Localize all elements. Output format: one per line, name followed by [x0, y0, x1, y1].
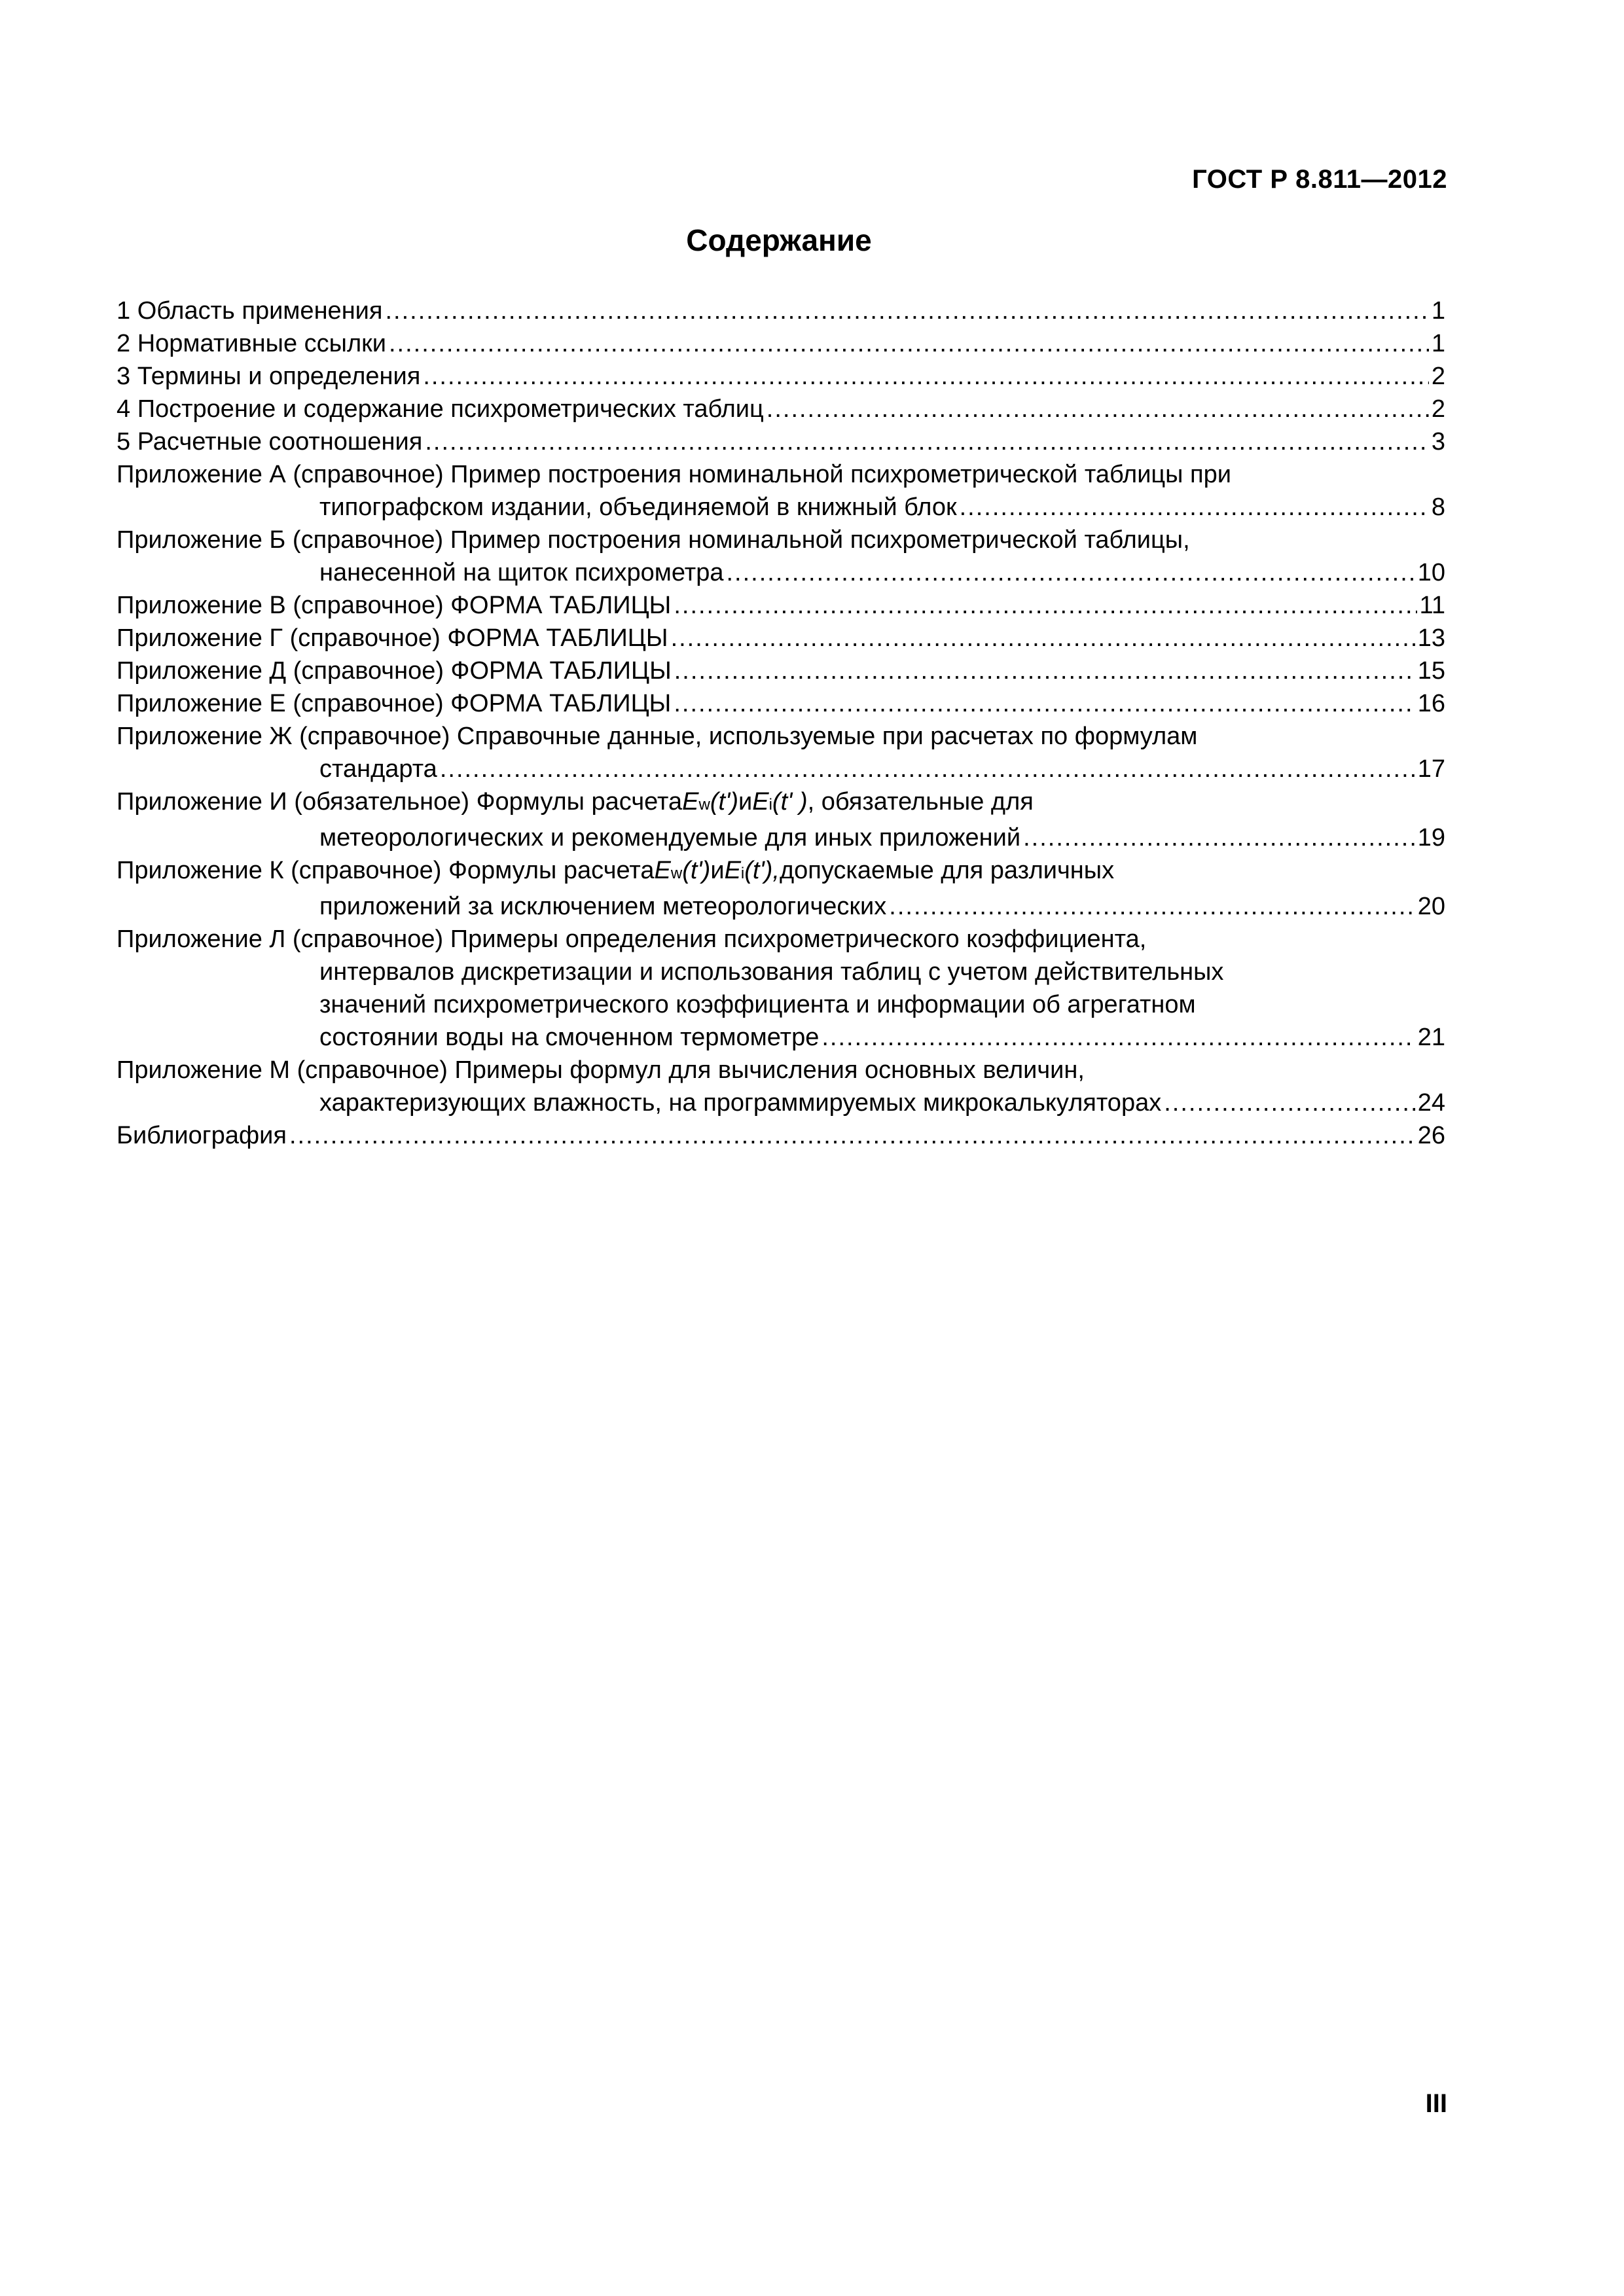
toc-entry-title: 4 Построение и содержание психрометрических таблиц — [117, 395, 764, 423]
toc-entry-title-continued: характеризующих влажность, на программируемых микрокалькуляторах — [319, 1089, 1162, 1117]
toc-entry-title: 1 Область применения — [117, 297, 383, 325]
dot-leader — [425, 425, 1429, 458]
toc-entry-appendix-b[interactable] — [117, 524, 1445, 589]
dot-leader — [671, 622, 1415, 655]
dot-leader — [726, 556, 1415, 589]
toc-entry-title: Приложение Л (справочное) Примеры определения психрометрического коэффициента, — [117, 925, 1147, 953]
toc-page-number: 21 — [1417, 1024, 1445, 1051]
toc-entry-appendix-e[interactable] — [117, 687, 1445, 720]
toc-entry-title-continued: типографском издании, объединяемой в книжный блок — [319, 493, 957, 521]
dot-leader — [960, 491, 1429, 524]
dot-leader — [889, 890, 1415, 923]
toc-entry-title: Приложение Е (справочное) ФОРМА ТАБЛИЦЫ — [117, 690, 672, 717]
table-of-contents — [117, 295, 1445, 1152]
toc-entry-title: 5 Расчетные соотношения — [117, 428, 423, 456]
toc-entry-title-continued: интервалов дискретизации и использования таблиц с учетом действительных — [319, 958, 1224, 986]
toc-entry-1[interactable] — [117, 295, 1445, 327]
toc-entry-title-continued: приложений за исключением метеорологических — [319, 893, 887, 920]
toc-entry-appendix-l[interactable] — [117, 923, 1445, 1054]
dot-leader — [423, 360, 1429, 393]
toc-page-number: 17 — [1417, 755, 1445, 783]
toc-page-number: 2 — [1431, 395, 1445, 423]
toc-entry-appendix-zh[interactable] — [117, 720, 1445, 785]
toc-entry-title: Приложение Д (справочное) ФОРМА ТАБЛИЦЫ — [117, 657, 672, 685]
toc-page-number: 26 — [1417, 1122, 1445, 1149]
toc-page-number: 11 — [1419, 592, 1445, 619]
toc-page-number: 3 — [1431, 428, 1445, 456]
document-code: ГОСТ Р 8.811—2012 — [1192, 165, 1447, 194]
dot-leader — [821, 1021, 1415, 1054]
toc-page-number: 1 — [1431, 330, 1445, 357]
dot-leader — [674, 589, 1416, 622]
toc-entry-appendix-v[interactable] — [117, 589, 1445, 622]
toc-page-number: 16 — [1417, 690, 1445, 717]
toc-entry-title: Приложение В (справочное) ФОРМА ТАБЛИЦЫ — [117, 592, 672, 619]
toc-entry-title: Приложение Г (справочное) ФОРМА ТАБЛИЦЫ — [117, 624, 668, 652]
dot-leader — [389, 327, 1429, 360]
toc-page-number: 20 — [1417, 893, 1445, 920]
page-number: III — [1425, 2089, 1447, 2118]
dot-leader — [1164, 1086, 1415, 1119]
toc-entry-appendix-i[interactable] — [117, 785, 1445, 854]
toc-entry-4[interactable] — [117, 393, 1445, 425]
toc-entry-title-continued: значений психрометрического коэффициента и информации об агрегатном — [319, 991, 1196, 1018]
toc-entry-title: Приложение А (справочное) Пример построения номинальной психрометрической таблицы при — [117, 461, 1231, 488]
toc-entry-appendix-a[interactable] — [117, 458, 1445, 524]
toc-entry-title: Библиография — [117, 1122, 287, 1149]
toc-entry-5[interactable] — [117, 425, 1445, 458]
toc-entry-appendix-m[interactable] — [117, 1054, 1445, 1119]
toc-entry-title-continued: стандарта — [319, 755, 437, 783]
toc-entry-title: Приложение И (обязательное) Формулы расчета E w (t') и E i (t' ) , обязательные для — [117, 788, 1034, 816]
toc-entry-title: 3 Термины и определения — [117, 363, 421, 390]
toc-page-number: 2 — [1431, 363, 1445, 390]
toc-page-number: 1 — [1431, 297, 1445, 325]
dot-leader — [289, 1119, 1415, 1152]
dot-leader — [767, 393, 1429, 425]
toc-entry-bibliography[interactable] — [117, 1119, 1445, 1152]
toc-page-number: 10 — [1417, 559, 1445, 586]
toc-entry-title-continued: состоянии воды на смоченном термометре — [319, 1024, 820, 1051]
toc-page-number: 19 — [1417, 824, 1445, 852]
toc-entry-title: Приложение Б (справочное) Пример построения номинальной психрометрической таблицы, — [117, 526, 1190, 554]
toc-entry-appendix-k[interactable] — [117, 854, 1445, 923]
toc-page-number: 24 — [1417, 1089, 1445, 1117]
dot-leader — [674, 687, 1415, 720]
toc-entry-appendix-g[interactable] — [117, 622, 1445, 655]
dot-leader — [385, 295, 1428, 327]
toc-entry-3[interactable] — [117, 360, 1445, 393]
toc-page-number: 15 — [1417, 657, 1445, 685]
dot-leader — [440, 753, 1415, 785]
toc-entry-title: 2 Нормативные ссылки — [117, 330, 386, 357]
dot-leader — [1023, 821, 1415, 854]
toc-entry-title: Приложение Ж (справочное) Справочные данные, используемые при расчетах по формулам — [117, 723, 1198, 750]
toc-entry-title: Приложение К (справочное) Формулы расчета E w (t') и E i (t'), допускаемые для различных — [117, 857, 1115, 884]
toc-entry-2[interactable] — [117, 327, 1445, 360]
toc-page-number: 13 — [1417, 624, 1445, 652]
toc-title: Содержание — [686, 223, 872, 257]
toc-entry-title-continued: нанесенной на щиток психрометра — [319, 559, 724, 586]
toc-entry-appendix-d[interactable] — [117, 655, 1445, 687]
toc-page-number: 8 — [1431, 493, 1445, 521]
toc-entry-title: Приложение М (справочное) Примеры формул для вычисления основных величин, — [117, 1056, 1085, 1084]
dot-leader — [674, 655, 1415, 687]
toc-entry-title-continued: метеорологических и рекомендуемые для иных приложений — [319, 824, 1021, 852]
